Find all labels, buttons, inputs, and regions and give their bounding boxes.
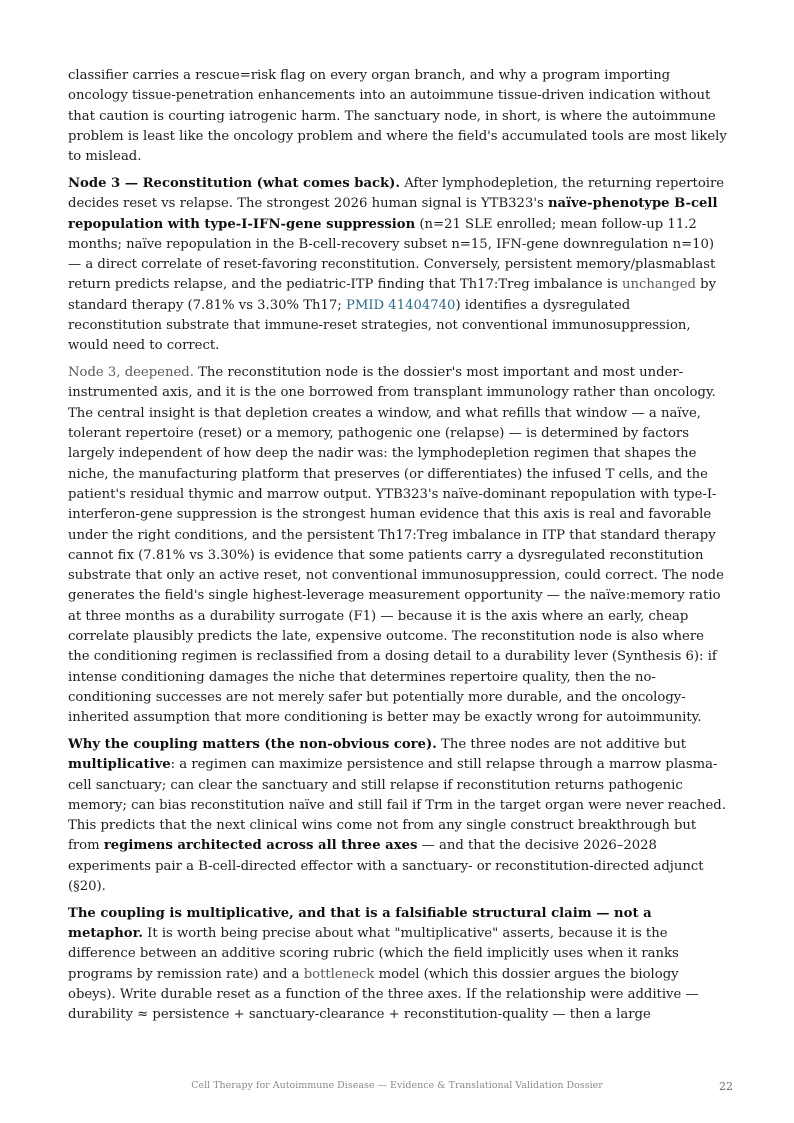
paragraph-text: (n=21 SLE enrolled; mean follow-up 11.2 months; naïve repopulation in the B-cell-recovery subset n=15, IFN-gene downregulation n=10) — a direct correlate of reset-favoring reconstitution. Conversely, persistent memory/plasmablast return predicts relapse, and the pediatric-ITP finding that Th17:Treg imbalance is (68, 216, 716, 293)
multiplicative-heading: The coupling is multiplicative, and that is a falsifiable structural claim — not a metaphor. (68, 905, 652, 942)
paragraph-text: model (which this dossier argues the biology obeys). Write durable reset as a function of the three axes. If the relationship were additive — durability ≈ persistence + sanctuary-clearance + reconstitution-quality — then a large (68, 966, 699, 1023)
paragraph-text: ) identifies a dysregulated reconstitution substrate that immune-reset strategies, not conventional immunosuppression, would need to correct. (68, 297, 691, 354)
paragraph-node-3 (68, 174, 728, 357)
paragraph-text: After lymphodepletion, the returning repertoire decides reset vs relapse. The strongest 2026 human signal is YTB323's (68, 175, 725, 212)
paragraph-text: : a regimen can maximize persistence and still relapse through a marrow plasma-cell sanctuary; can clear the sanctuary and still relapse if reconstitution returns pathogenic memory; can bias reconstitution naïve and still fail if Trm in the target organ were never reached. This predicts that the next clinical wins come not from any single construct breakthrough but from (68, 757, 726, 854)
footer-title: Cell Therapy for Autoimmune Disease — Evidence & Translational Validation Dossier (191, 1080, 603, 1091)
paragraph-text: by standard therapy (7.81% vs 3.30% Th17; (68, 277, 717, 313)
paragraph-sanctuary-conclusion (68, 66, 728, 167)
paragraph-text: The three nodes are not additive but (436, 737, 687, 752)
emphasis-term: bottleneck (303, 966, 375, 982)
bold-phrase: naïve-phenotype B-cell repopulation with type-I-IFN-gene suppression (68, 196, 718, 232)
document-body (68, 66, 728, 1032)
paragraph-multiplicative-claim (68, 904, 728, 1026)
paragraph-text: — and that the decisive 2026–2028 experiments pair a B-cell-directed effector with a sanctuary- or reconstitution-directed adjunct (§20). (68, 838, 704, 895)
paragraph-text: It is worth being precise about what "multiplicative" asserts, because it is the difference between an additive scoring rubric (which the field implicitly uses when it ranks programs by remission rate) and a (68, 926, 679, 982)
paragraph-text: The reconstitution node is the dossier's most important and most under-instrumented axis, and it is the one borrowed from transplant immunology rather than oncology. The central insight is that depletion creates a window, and what refills that window — a naïve, tolerant repertoire (reset) or a memory, pathogenic one (relapse) — is determined by factors largely independent of how deep the nadir was: the lymphodepletion regimen that shapes the niche, the manufacturing platform that preserves (or differentiates) the infused T cells, and the patient's residual thymic and marrow output. YTB323's naïve-dominant repopulation with type-I-interferon-gene suppression is the strongest human evidence that this axis is real and favorable under the right conditions, and the persistent Th17:Treg imbalance in ITP that standard therapy cannot fix (7.81% vs 3.30%) is evidence that some patients carry a dysregulated reconstitution substrate that only an active reset, not conventional immunosuppression, could correct. The node generates the field's single highest-leverage measurement opportunity — the naïve:memory ratio at three months as a durability surrogate (F1) — because it is the axis where an early, cheap correlate plausibly predicts the late, expensive outcome. The reconstitution node is also where the conditioning regimen is reclassified from a dosing detail to a durability lever (Synthesis 6): if intense conditioning damages the niche that determines repertoire quality, then the no-conditioning successes are not merely safer but potentially more durable, and the oncology-inherited assumption that more conditioning is better may be exactly wrong for autoimmunity. (68, 365, 724, 726)
pmid-link[interactable]: PMID 41404740 (345, 297, 456, 313)
node-3-heading: Node 3 — Reconstitution (what comes back). (68, 175, 400, 191)
paragraph-text: classifier carries a rescue=risk flag on every organ branch, and why a program importing oncology tissue-penetration enhancements into an autoimmune tissue-driven indication without that caution is courting iatrogenic harm. The sanctuary node, in short, is where the autoimmune problem is least like the oncology problem and where the field's accumulated tools are most likely to mislead. (68, 68, 727, 165)
paragraph-coupling-matters (68, 735, 728, 897)
bold-phrase: regimens architected across all three axes (103, 838, 418, 854)
page-number: 22 (719, 1080, 733, 1093)
bold-phrase: multiplicative (68, 757, 171, 773)
emphasis-term: unchanged (622, 277, 696, 293)
node-3-deepened-label: Node 3, deepened. (68, 365, 194, 381)
coupling-heading: Why the coupling matters (the non-obvious core). (68, 737, 437, 752)
paragraph-node-3-deepened (68, 363, 728, 728)
